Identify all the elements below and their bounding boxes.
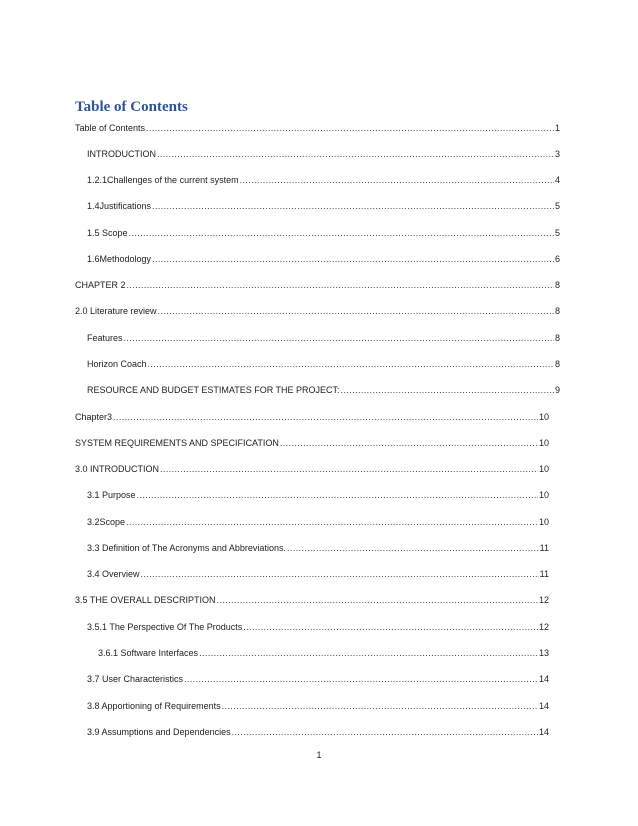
toc-leader-dots (148, 357, 554, 371)
toc-entry-page: 5 (554, 228, 560, 238)
toc-entry-label: SYSTEM REQUIREMENTS AND SPECIFICATION (75, 438, 279, 448)
toc-entry-label: 3.7 User Characteristics (87, 674, 184, 684)
toc-entry-page: 14 (538, 727, 549, 737)
toc-entry-label: 3.0 INTRODUCTION (75, 464, 160, 474)
toc-entry-page: 5 (554, 201, 560, 211)
toc-entry-software-interfaces[interactable] (98, 646, 549, 660)
toc-entry-page: 11 (539, 569, 549, 579)
toc-leader-dots (287, 541, 539, 555)
toc-leader-dots (152, 199, 554, 213)
toc-leader-dots (240, 173, 554, 187)
toc-entry-label: 1.5 Scope (87, 228, 128, 238)
toc-entry-label: 3.5.1 The Perspective Of The Products (87, 622, 243, 632)
toc-heading: Table of Contents (75, 99, 188, 115)
toc-entry-page: 9 (554, 385, 560, 395)
toc-entry-horizon-coach[interactable] (87, 357, 560, 371)
toc-leader-dots (146, 121, 554, 135)
toc-entry-page: 8 (554, 306, 560, 316)
toc-entry-page: 10 (538, 464, 549, 474)
toc-leader-dots (141, 567, 539, 581)
toc-entry-label: 1.4Justifications (87, 201, 152, 211)
toc-leader-dots (127, 278, 554, 292)
toc-entry-purpose[interactable] (87, 488, 549, 502)
toc-entry-label: Chapter3 (75, 412, 113, 422)
toc-entry-chapter-2[interactable] (75, 278, 560, 292)
toc-entry-3-0-introduction[interactable] (75, 462, 549, 476)
toc-entry-label: Table of Contents (75, 123, 146, 133)
toc-entry-methodology[interactable] (87, 252, 560, 266)
toc-entry-label: 3.1 Purpose (87, 490, 136, 500)
footer-page-number: 1 (316, 750, 322, 760)
toc-entry-page: 14 (538, 674, 549, 684)
toc-leader-dots (280, 436, 538, 450)
toc-entry-introduction[interactable] (87, 147, 560, 161)
toc-entry-label: Features (87, 333, 123, 343)
toc-entry-page: 6 (554, 254, 560, 264)
toc-leader-dots (341, 383, 554, 397)
toc-entry-label: 3.3 Definition of The Acronyms and Abbreviations. (87, 543, 286, 553)
toc-entry-apportioning[interactable] (87, 699, 549, 713)
toc-entry-system-requirements[interactable] (75, 436, 549, 450)
toc-entry-chapter-3[interactable] (75, 410, 549, 424)
toc-entry-page: 1 (554, 123, 560, 133)
toc-leader-dots (157, 147, 554, 161)
toc-entry-table-of-contents[interactable] (75, 121, 560, 135)
toc-entry-overall-description[interactable] (75, 593, 549, 607)
toc-entry-3-2-scope[interactable] (87, 515, 549, 529)
toc-entry-page: 13 (538, 648, 549, 658)
toc-leader-dots (160, 462, 538, 476)
toc-entry-page: 12 (538, 595, 549, 605)
toc-leader-dots (126, 515, 538, 529)
toc-leader-dots (129, 226, 554, 240)
toc-entry-label: 3.6.1 Software Interfaces (98, 648, 199, 658)
toc-entry-label: 3.8 Apportioning of Requirements (87, 701, 221, 711)
toc-entry-label: CHAPTER 2 (75, 280, 126, 290)
toc-leader-dots (137, 488, 538, 502)
toc-entry-label: Horizon Coach (87, 359, 147, 369)
toc-entry-overview[interactable] (87, 567, 549, 581)
toc-entry-label: 1.6Methodology (87, 254, 152, 264)
toc-entry-page: 8 (554, 359, 560, 369)
toc-entry-label: INTRODUCTION (87, 149, 156, 159)
toc-entry-label: 3.2Scope (87, 517, 126, 527)
toc-entry-label: 2.0 Literature review (75, 306, 157, 316)
toc-entry-label: 3.9 Assumptions and Dependencies (87, 727, 231, 737)
toc-leader-dots (184, 672, 538, 686)
toc-leader-dots (113, 410, 538, 424)
toc-entry-page: 3 (554, 149, 560, 159)
toc-entry-justifications[interactable] (87, 199, 560, 213)
toc-entry-page: 10 (538, 438, 549, 448)
toc-entry-page: 14 (538, 701, 549, 711)
toc-entry-page: 10 (538, 517, 549, 527)
toc-entry-page: 8 (554, 333, 560, 343)
toc-entry-acronyms[interactable] (87, 541, 549, 555)
toc-entry-label: 3.5 THE OVERALL DESCRIPTION (75, 595, 216, 605)
toc-entry-page: 11 (539, 543, 549, 553)
toc-entry-page: 4 (554, 175, 560, 185)
toc-leader-dots (124, 331, 554, 345)
toc-entry-page: 10 (538, 412, 549, 422)
toc-entry-label: 1.2.1Challenges of the current system (87, 175, 239, 185)
toc-leader-dots (152, 252, 554, 266)
toc-entry-features[interactable] (87, 331, 560, 345)
toc-entry-page: 12 (538, 622, 549, 632)
toc-entry-challenges[interactable] (87, 173, 560, 187)
toc-entry-page: 8 (554, 280, 560, 290)
toc-leader-dots (222, 699, 538, 713)
toc-entry-user-characteristics[interactable] (87, 672, 549, 686)
toc-leader-dots (243, 620, 538, 634)
toc-entry-resource-budget[interactable] (87, 383, 560, 397)
toc-entry-label: RESOURCE AND BUDGET ESTIMATES FOR THE PROJECT: (87, 385, 340, 395)
toc-entry-assumptions[interactable] (87, 725, 549, 739)
toc-entry-scope[interactable] (87, 226, 560, 240)
toc-entry-product-perspective[interactable] (87, 620, 549, 634)
toc-leader-dots (232, 725, 538, 739)
toc-entry-label: 3.4 Overview (87, 569, 140, 579)
toc-entry-literature-review[interactable] (75, 304, 560, 318)
toc-leader-dots (217, 593, 538, 607)
toc-leader-dots (158, 304, 554, 318)
toc-leader-dots (199, 646, 538, 660)
toc-entry-page: 10 (538, 490, 549, 500)
